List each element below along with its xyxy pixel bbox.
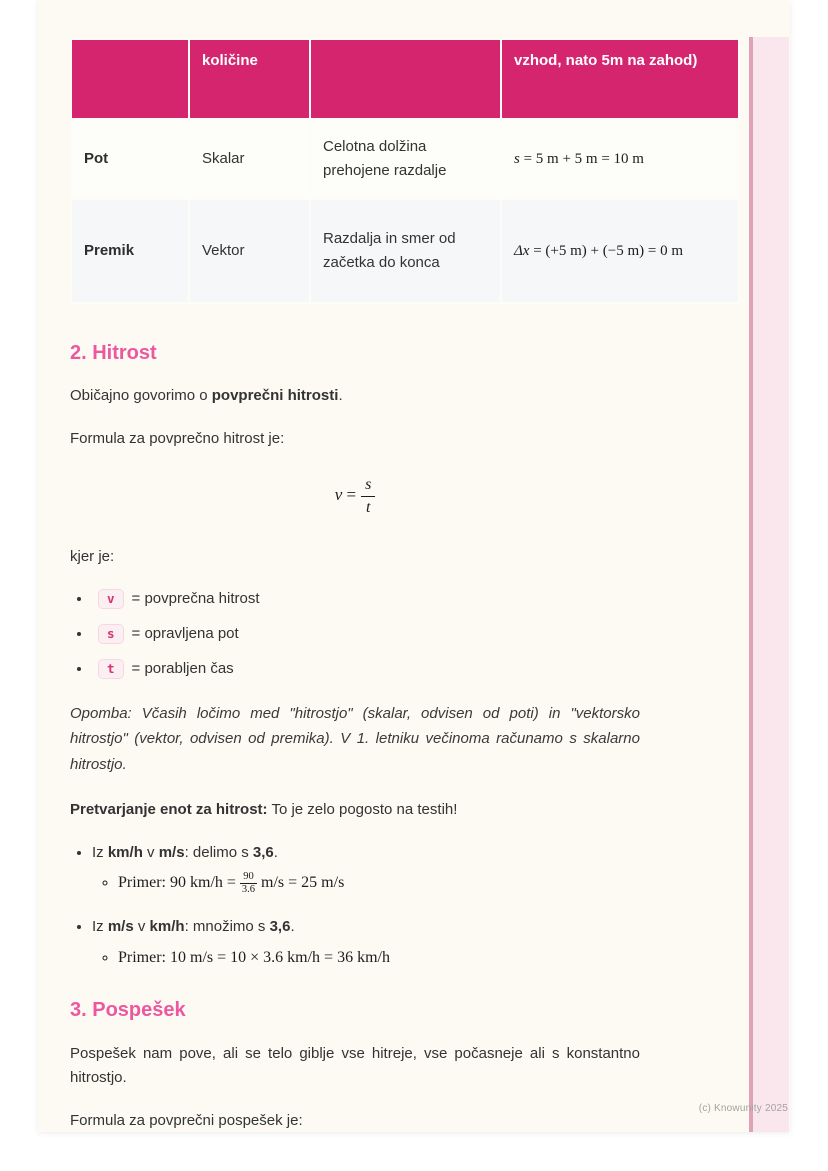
example-post: m/s = 25 m/s xyxy=(257,874,345,892)
text-segment: Pretvarjanje enot za hitrost: xyxy=(70,801,268,819)
row-description: Razdalja in smer od začetka do konca xyxy=(310,199,501,303)
variable-meaning: = povprečna hitrost xyxy=(131,589,260,607)
table-header-cell-empty2 xyxy=(310,39,501,119)
example-pre: Primer: 90 km/h = xyxy=(118,874,240,892)
math-variable: Δx xyxy=(514,243,530,259)
table-row-pot xyxy=(71,119,739,199)
section-heading-pospesek: 3. Pospešek xyxy=(70,999,186,1021)
page-content xyxy=(70,38,698,1132)
list-item-v xyxy=(92,589,640,609)
fraction-numerator: s xyxy=(361,474,375,497)
example-line xyxy=(118,871,640,896)
copyright-footer: (c) Knowunity 2025 xyxy=(698,1103,788,1114)
text-segment: 3,6 xyxy=(269,918,291,936)
list-item-t xyxy=(92,659,640,679)
conversion-item-kmh-to-ms xyxy=(92,842,640,897)
code-badge-s: s xyxy=(98,624,124,644)
text-segment: . xyxy=(338,387,343,404)
text-segment: Iz xyxy=(92,843,108,861)
formula-lhs: v xyxy=(334,485,343,504)
conversion-rule xyxy=(92,916,640,939)
row-type: Vektor xyxy=(189,199,310,303)
variable-meaning: = opravljena pot xyxy=(131,624,239,642)
section-heading-hitrost: 2. Hitrost xyxy=(70,342,157,364)
text-segment: 3,6 xyxy=(252,843,274,861)
example-line xyxy=(118,946,640,969)
text-segment: km/h xyxy=(107,843,143,861)
paragraph-formula-lead: Formula za povprečno hitrost je: xyxy=(70,429,285,447)
row-label: Pot xyxy=(71,119,189,199)
paragraph-intro-pospesek: Pospešek nam pove, ali se telo giblje vse hitreje, vse počasneje ali s konstantno hitrostjo. xyxy=(70,1045,640,1086)
text-segment: m/s xyxy=(158,843,185,861)
math-expression: = (+5 m) + (−5 m) = 0 m xyxy=(529,243,683,259)
code-badge-v: v xyxy=(98,589,124,609)
formula-average-speed xyxy=(70,474,640,518)
text-segment: km/h xyxy=(149,918,185,936)
text-segment: : množimo s xyxy=(184,918,270,936)
document-page xyxy=(38,0,790,1132)
conversion-item-ms-to-kmh xyxy=(92,916,640,969)
paragraph-where-label: kjer je: xyxy=(70,548,115,566)
variable-meaning: = porabljen čas xyxy=(131,659,234,677)
text-segment: Običajno govorimo o xyxy=(70,387,212,404)
paragraph-conversion-lead xyxy=(70,799,640,822)
inline-fraction-numerator: 90 xyxy=(240,871,257,884)
paragraph-intro-hitrost xyxy=(70,385,640,408)
row-type: Skalar xyxy=(189,119,310,199)
code-badge-t: t xyxy=(98,659,124,679)
text-segment: v xyxy=(142,843,159,861)
inline-fraction-denominator: 3.6 xyxy=(241,884,256,896)
example-sublist xyxy=(92,871,640,896)
example-sublist xyxy=(92,946,640,969)
formula-fraction xyxy=(361,474,375,518)
math-expression: = 5 m + 5 m = 10 m xyxy=(519,151,644,167)
text-segment: Iz xyxy=(92,918,108,936)
row-label: Premik xyxy=(71,199,189,303)
formula-equals: = xyxy=(346,485,357,504)
text-segment: povprečni hitrosti xyxy=(211,387,339,404)
text-segment: v xyxy=(133,918,150,936)
page-scrollbar-indicator[interactable] xyxy=(749,37,789,1132)
inline-fraction xyxy=(240,871,257,896)
text-segment: m/s xyxy=(107,918,134,936)
table-row-premik xyxy=(71,199,739,303)
conversion-rule xyxy=(92,842,640,865)
text-segment: : delimo s xyxy=(184,843,253,861)
quantity-comparison-table xyxy=(70,38,740,304)
paragraph-formula-lead-pospesek: Formula za povprečni pospešek je: xyxy=(70,1112,303,1129)
variables-list xyxy=(70,589,640,679)
row-math-example xyxy=(501,199,739,303)
table-header-cell-empty xyxy=(71,39,189,119)
text-segment: . xyxy=(273,843,278,861)
conversion-list xyxy=(70,842,640,969)
example-pre: Primer: 10 m/s = 10 × 3.6 km/h = 36 km/h xyxy=(118,948,390,966)
row-description: Celotna dolžina prehojene razdalje xyxy=(310,119,501,199)
math-variable: s xyxy=(514,151,520,167)
table-header-cell-kolicine: količine xyxy=(189,39,310,119)
text-segment: To je zelo pogosto na testih! xyxy=(267,801,458,819)
paragraph-note: Opomba: Včasih ločimo med "hitrostjo" (skalar, odvisen od poti) in "vektorsko hitrostjo" (vektor, odvisen od premika). V 1. letniku večinoma računamo s skalarno hitrostjo. xyxy=(70,704,640,773)
fraction-denominator: t xyxy=(365,498,371,516)
text-segment: . xyxy=(290,918,295,936)
table-header-row xyxy=(71,39,739,119)
list-item-s xyxy=(92,624,640,644)
table-header-cell-example: vzhod, nato 5m na zahod) xyxy=(501,39,739,119)
row-math-example xyxy=(501,119,739,199)
